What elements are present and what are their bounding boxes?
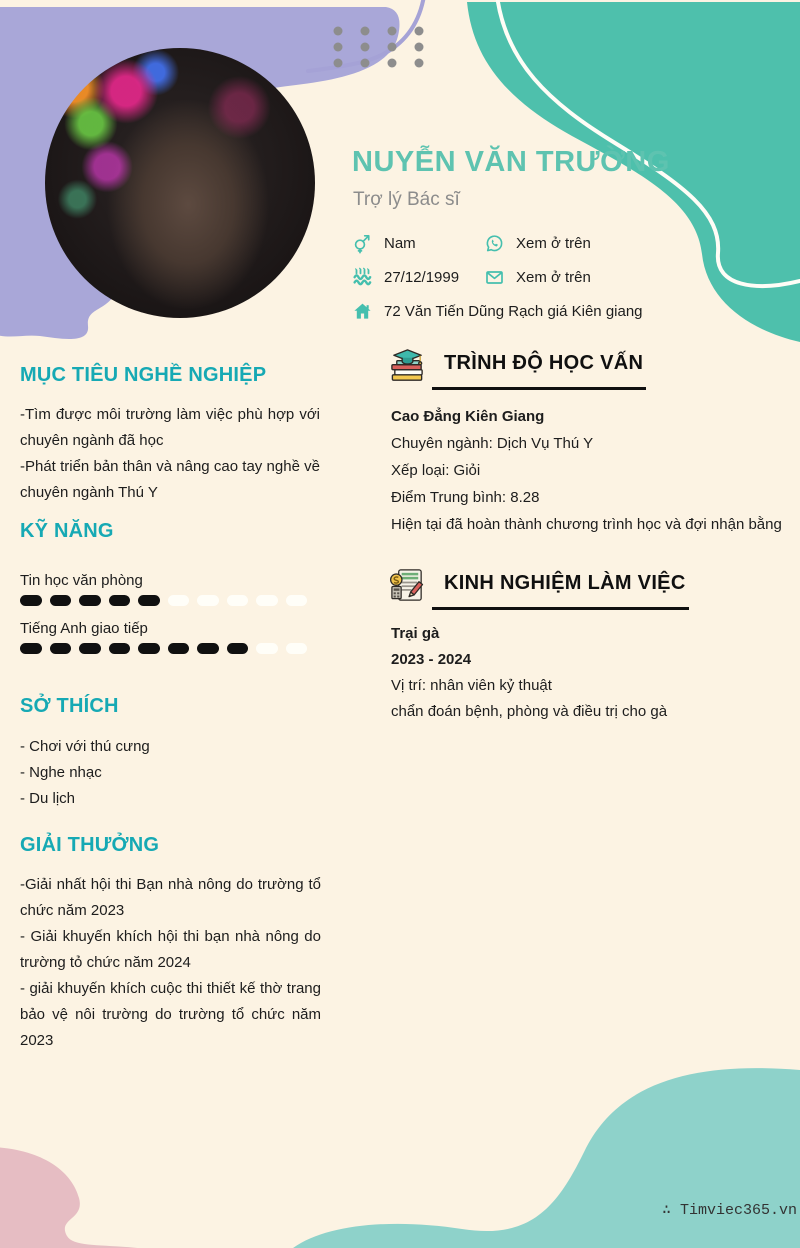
objective-line: -Tìm được môi trường làm việc phù hợp với chuyên ngành đã học — [20, 406, 320, 449]
education-detail: Hiện tại đã hoàn thành chương trình học và đợi nhận bằng — [391, 516, 782, 533]
home-icon — [352, 301, 373, 322]
section-education — [388, 346, 790, 538]
contact-birthday — [352, 267, 484, 288]
contact-email — [484, 267, 792, 288]
skill-label: Tiếng Anh giao tiếp — [20, 620, 148, 637]
education-detail: Điểm Trung bình: 8.28 — [391, 489, 540, 506]
award-item: - giải khuyến khích cuộc thi thiết kế thờ trang bảo vệ nôi trường do trường tổ chức năm 2023 — [20, 980, 321, 1049]
hobby-item: - Nghe nhạc — [20, 764, 102, 781]
section-objective-heading: MỤC TIÊU NGHỀ NGHIỆP — [20, 364, 267, 386]
skill-pill — [168, 643, 190, 654]
section-awards — [20, 834, 321, 1054]
skill-pill — [138, 595, 160, 606]
section-skills-heading: KỸ NĂNG — [20, 520, 114, 542]
skill-pill — [20, 643, 42, 654]
teal-blob-bottom — [288, 1068, 800, 1248]
pink-blob — [0, 1147, 162, 1248]
experience-detail: Vị trí: nhân viên kỷ thuật — [391, 677, 552, 694]
education-school: Cao Đẳng Kiên Giang — [391, 408, 545, 425]
whatsapp-icon — [484, 233, 505, 254]
skill-pill — [50, 643, 72, 654]
skill-pill — [138, 643, 160, 654]
hobby-item: - Du lịch — [20, 790, 76, 807]
skill-pill — [227, 595, 249, 606]
section-hobbies-heading: SỞ THÍCH — [20, 695, 119, 717]
skill-pill — [197, 643, 219, 654]
skill-level-bar — [20, 643, 320, 654]
section-experience-heading: KINH NGHIỆM LÀM VIỆC — [432, 572, 689, 610]
section-hobbies — [20, 695, 320, 812]
skill-pill — [50, 595, 72, 606]
contact-phone-value: Xem ở trên — [516, 235, 591, 252]
section-experience — [388, 566, 790, 725]
skill-pill — [109, 595, 131, 606]
experience-company: Trại gà — [391, 625, 440, 642]
skill-pill — [256, 643, 278, 654]
profile-photo — [45, 48, 315, 318]
skill-pill — [256, 595, 278, 606]
skill-pill — [79, 595, 101, 606]
gender-icon — [352, 233, 373, 254]
work-document-icon — [388, 566, 427, 606]
skill-pill — [227, 643, 249, 654]
skill-pill — [168, 595, 190, 606]
brand-watermark: ∴ Timviec365.vn — [661, 1202, 797, 1219]
envelope-icon — [484, 267, 505, 288]
contact-birthday-value: 27/12/1999 — [384, 269, 460, 286]
skill-pill — [197, 595, 219, 606]
education-detail: Xếp loại: Giỏi — [391, 462, 481, 479]
skill-pill — [286, 643, 308, 654]
skill-label: Tin học văn phòng — [20, 572, 143, 589]
skill-pill — [79, 643, 101, 654]
experience-detail: chẩn đoán bệnh, phòng và điều trị cho gà — [391, 703, 668, 720]
hobby-item: - Chơi với thú cưng — [20, 738, 150, 755]
skill-pill — [109, 643, 131, 654]
skill-pill — [286, 595, 308, 606]
candidate-name: NUYỄN VĂN TRƯỜNG — [352, 146, 670, 178]
candidate-job-title: Trợ lý Bác sĩ — [353, 189, 460, 210]
experience-period: 2023 - 2024 — [391, 651, 472, 668]
section-objective — [20, 364, 320, 506]
contact-info — [352, 233, 792, 322]
skill-pill — [20, 595, 42, 606]
contact-phone — [484, 233, 792, 254]
section-skills — [20, 520, 320, 654]
education-detail: Chuyên ngành: Dịch Vụ Thú Y — [391, 435, 594, 452]
objective-line: -Phát triển bản thân và nâng cao tay nghề về chuyên ngành Thú Y — [20, 458, 320, 501]
contact-address — [352, 301, 792, 322]
contact-address-value: 72 Văn Tiến Dũng Rạch giá Kiên giang — [384, 303, 643, 320]
contact-email-value: Xem ở trên — [516, 269, 591, 286]
graduation-books-icon — [388, 346, 427, 386]
award-item: -Giải nhất hội thi Bạn nhà nông do trường tổ chức năm 2023 — [20, 876, 321, 919]
contact-gender-value: Nam — [384, 235, 416, 252]
skill-level-bar — [20, 595, 320, 606]
contact-gender — [352, 233, 484, 254]
section-awards-heading: GIẢI THƯỞNG — [20, 834, 160, 856]
birthday-cake-icon — [352, 267, 373, 288]
section-education-heading: TRÌNH ĐỘ HỌC VẤN — [432, 352, 646, 390]
award-item: - Giải khuyến khích hội thi bạn nhà nông do trường tỏ chức năm 2024 — [20, 928, 321, 971]
